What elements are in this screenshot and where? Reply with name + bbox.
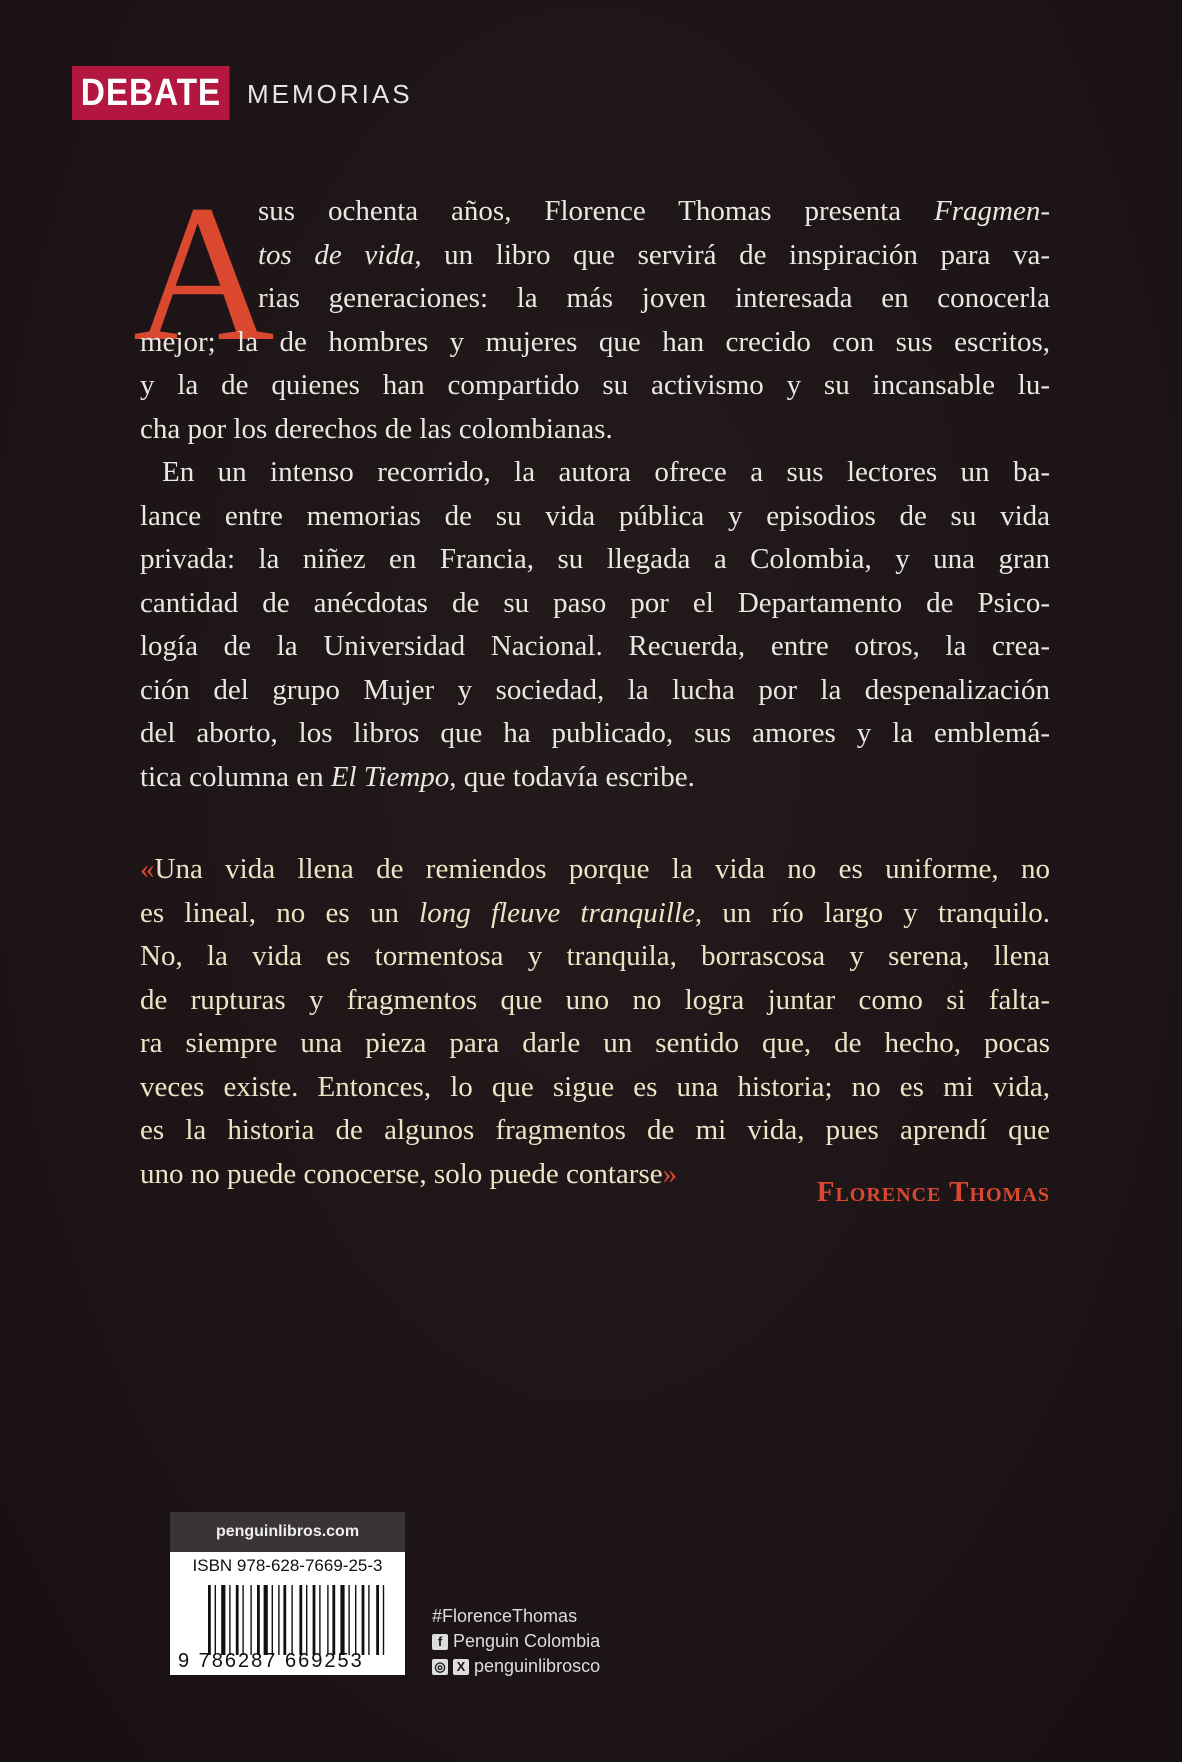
social-handle: penguinlibrosco — [474, 1656, 601, 1676]
text-segment: privada: la niñez en Francia, su llegada a Colombia, y una gran — [140, 543, 1050, 575]
facebook-icon: f — [432, 1634, 448, 1650]
x-icon: X — [453, 1659, 469, 1675]
text-segment: de rupturas y fragmentos que uno no logra juntar como si falta- — [140, 983, 1050, 1016]
text-segment: , un libro que servirá de inspiración para va- — [414, 238, 1050, 271]
text-segment: tica columna en — [140, 760, 331, 793]
text-segment: Una vida llena de remiendos porque la vida no es uniforme, no — [154, 853, 1050, 885]
facebook-page: Penguin Colombia — [453, 1631, 601, 1651]
publisher-logo — [72, 66, 413, 120]
text-segment: logía de la Universidad Nacional. Recuerda, entre otros, la crea- — [140, 630, 1050, 662]
barcode-bar — [327, 1585, 328, 1655]
barcode-bar — [236, 1585, 239, 1655]
drop-cap: A — [133, 165, 275, 382]
text-segment: No, la vida es tormentosa y tranquila, borrascosa y serena, llena — [140, 940, 1050, 972]
isbn-label: ISBN 978-628-7669-25-3 — [192, 1556, 383, 1575]
text-line — [140, 1066, 1050, 1110]
barcode-bar — [340, 1585, 344, 1655]
text-segment: , un río largo y tranquilo. — [694, 896, 1050, 929]
italic-text: long fleuve tranquille — [419, 896, 695, 929]
barcode-bar — [306, 1585, 307, 1655]
text-segment: cantidad de anécdotas de su paso por el Departamento de Psico- — [140, 586, 1050, 619]
italic-text: El Tiempo — [330, 760, 450, 793]
open-guillemet: « — [140, 853, 155, 885]
barcode-bar — [283, 1585, 286, 1655]
barcode-bar — [332, 1585, 335, 1655]
barcode-bar — [272, 1585, 273, 1655]
barcode-bar — [278, 1585, 279, 1655]
text-line — [140, 234, 1050, 278]
barcode-bar — [257, 1585, 260, 1655]
barcode-bar — [208, 1585, 211, 1655]
text-segment: lance entre memorias de su vida pública y episodios de su vida — [140, 499, 1050, 532]
text-segment: mejor; la de hombres y mujeres que han crecido con sus escritos, — [140, 325, 1050, 358]
website-label: penguinlibros.com — [170, 1512, 405, 1552]
barcode-bar — [242, 1585, 243, 1655]
text-line — [140, 756, 1050, 800]
text-segment: es lineal, no es un — [140, 896, 420, 929]
quote-author: Florence Thomas — [816, 1176, 1050, 1208]
text-line — [140, 1109, 1050, 1153]
text-segment: cha por los derechos de las colombianas. — [140, 412, 613, 445]
close-guillemet: » — [662, 1157, 678, 1190]
text-line — [140, 321, 1050, 365]
barcode-bar — [299, 1585, 302, 1655]
barcode-bar — [215, 1585, 216, 1655]
text-segment: sus ochenta años, Florence Thomas presenta — [258, 195, 935, 227]
barcode-digits: 9 786287 669253 — [178, 1650, 364, 1672]
text-line — [140, 669, 1050, 713]
barcode-bar — [355, 1585, 356, 1655]
text-segment: ción del grupo Mujer y sociedad, la lucha por la despenalización — [140, 673, 1050, 706]
author-quote — [140, 848, 1050, 1196]
text-line — [140, 451, 1050, 495]
barcode-bar — [291, 1585, 292, 1655]
text-line — [140, 538, 1050, 582]
text-line — [140, 364, 1050, 408]
text-segment: ra siempre una pieza para darle un sentido que, de hecho, pocas — [140, 1027, 1050, 1059]
barcode-bar — [362, 1585, 365, 1655]
text-segment: del aborto, los libros que ha publicado, sus amores y la emblemá- — [140, 717, 1050, 749]
text-line — [140, 625, 1050, 669]
barcode-bar — [313, 1585, 316, 1655]
series-name: MEMORIAS — [247, 79, 413, 109]
text-segment: y la de quienes han compartido su activismo y su incansable lu- — [140, 369, 1050, 401]
barcode-bar — [221, 1585, 225, 1655]
text-line — [140, 979, 1050, 1023]
text-line — [140, 408, 1050, 452]
barcode-bar — [383, 1585, 384, 1655]
social-links — [432, 1604, 600, 1679]
instagram-icon: ◎ — [432, 1659, 448, 1675]
hashtag: #FlorenceThomas — [432, 1606, 578, 1626]
text-line — [140, 190, 1050, 234]
publisher-name: DEBATE — [72, 66, 230, 120]
italic-text: Fragmen- — [934, 195, 1050, 227]
barcode-bar — [250, 1585, 251, 1655]
blurb — [140, 190, 1050, 799]
barcode-bar — [376, 1585, 379, 1655]
text-line — [140, 848, 1050, 892]
text-segment: En un intenso recorrido, la autora ofrece a sus lectores un ba- — [162, 456, 1050, 488]
barcode-bar — [348, 1585, 349, 1655]
barcode-bars — [208, 1585, 394, 1655]
text-line — [140, 712, 1050, 756]
text-segment: es la historia de algunos fragmentos de mi vida, pues aprendí que — [140, 1114, 1050, 1146]
italic-text: tos de vida — [258, 238, 415, 271]
barcode-bar — [264, 1585, 268, 1655]
text-segment: uno no puede conocerse, solo puede contarse — [140, 1157, 663, 1190]
barcode-bar — [229, 1585, 230, 1655]
barcode-bar — [319, 1585, 320, 1655]
text-line — [140, 1022, 1050, 1066]
text-line — [140, 892, 1050, 936]
text-line — [140, 277, 1050, 321]
text-line — [140, 582, 1050, 626]
text-segment: , que todavía escribe. — [449, 760, 695, 793]
text-segment: rias generaciones: la más joven interesada en conocerla — [258, 282, 1050, 314]
text-segment: veces existe. Entonces, lo que sigue es una historia; no es mi vida, — [140, 1070, 1050, 1103]
barcode-block — [170, 1512, 405, 1675]
text-line — [140, 495, 1050, 539]
text-line — [140, 935, 1050, 979]
barcode-bar — [368, 1585, 369, 1655]
